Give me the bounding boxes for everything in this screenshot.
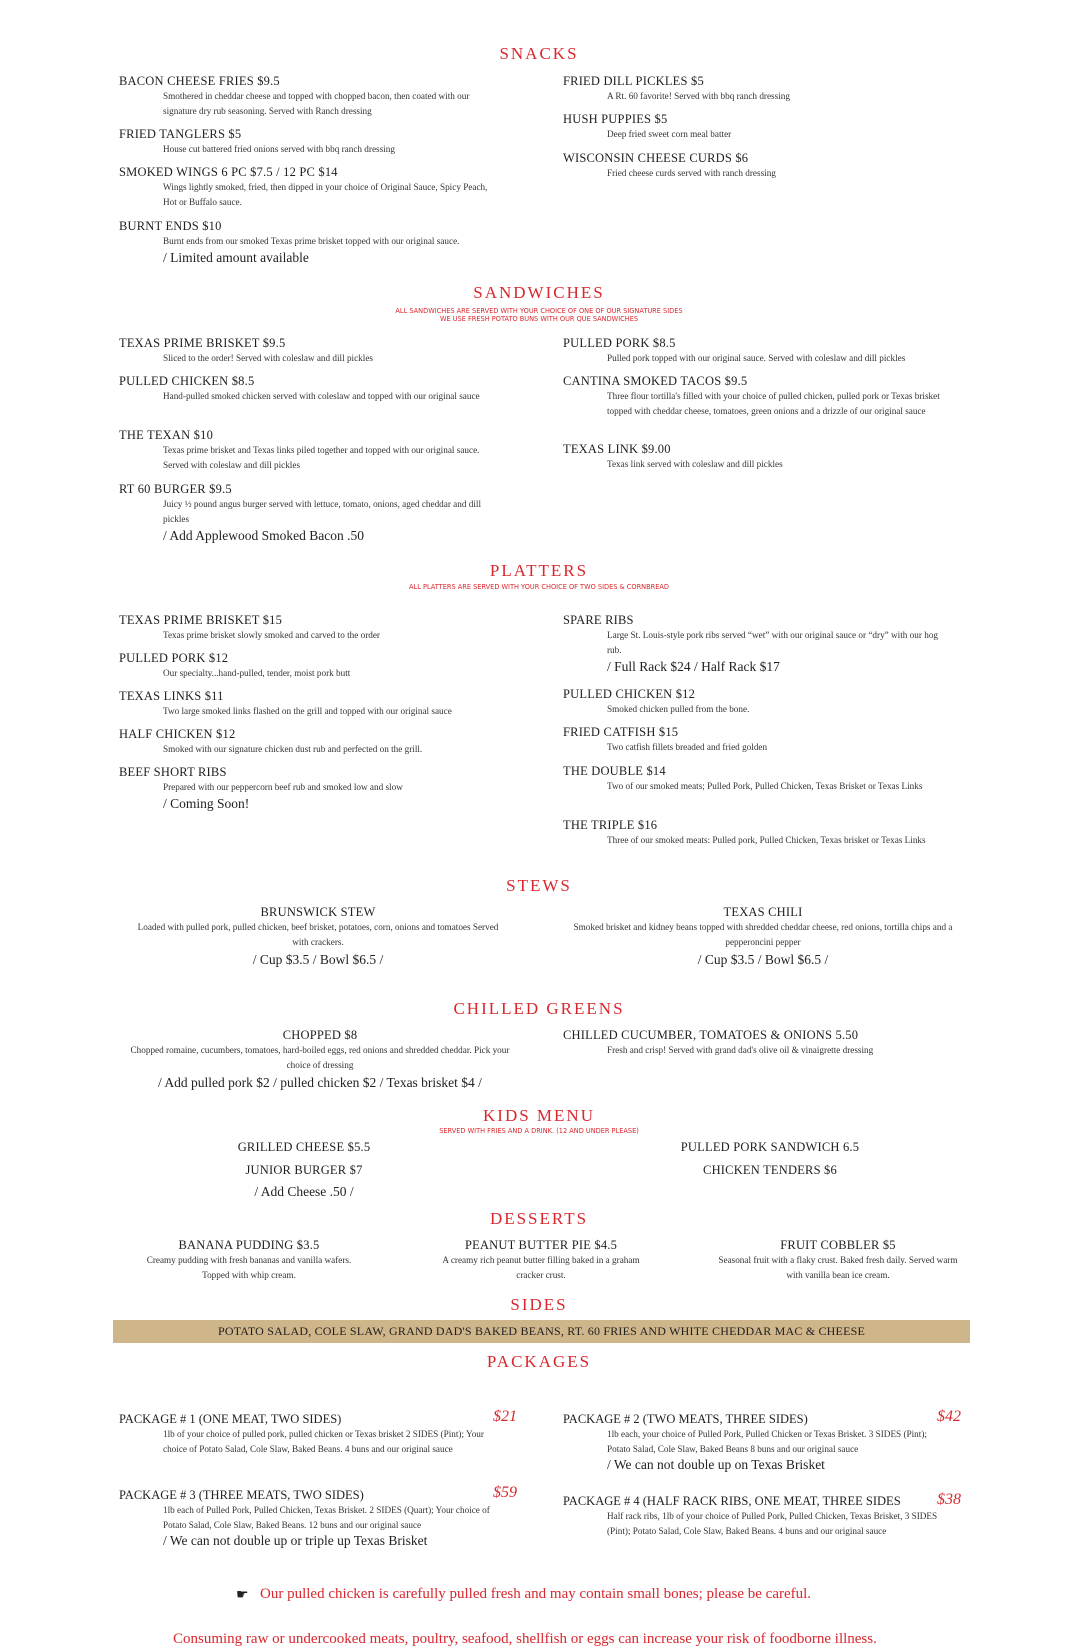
item-desc: Smoked chicken pulled from the bone.	[607, 704, 750, 714]
item-extra: / Cup $3.5 / Bowl $6.5 /	[252, 952, 384, 967]
item-desc: Smothered in cheddar cheese and topped with chopped bacon, then coated with our signature dry rub seasoning. Served with Ranch dressing	[163, 91, 470, 116]
item-name: PULLED CHICKEN $12	[563, 687, 696, 701]
item-name: SMOKED WINGS 6 PC $7.5 / 12 PC $14	[119, 165, 338, 179]
menu-item-fruit-cobbler	[718, 1238, 958, 1283]
packages-title: PACKAGES	[486, 1352, 592, 1371]
item-extra: / Add Cheese .50 /	[254, 1184, 354, 1199]
menu-item-cucumber-salad	[563, 1028, 963, 1058]
menu-item-chopped-salad	[124, 1028, 516, 1091]
kids-menu-left	[204, 1136, 404, 1200]
item-desc: Sliced to the order! Served with coleslaw and dill pickles	[163, 353, 373, 363]
item-name: CHOPPED $8	[282, 1028, 358, 1042]
menu-item-grilled-cheese: GRILLED CHEESE $5.5	[237, 1140, 371, 1154]
item-desc: Two large smoked links flashed on the grill and topped with our original sauce	[163, 706, 452, 716]
sides-list: POTATO SALAD, COLE SLAW, GRAND DAD'S BAKED BEANS, RT. 60 FRIES AND WHITE CHEDDAR MAC & CHEESE	[113, 1320, 970, 1343]
item-extra: / Add Applewood Smoked Bacon .50	[163, 528, 364, 543]
item-name: THE TEXAN $10	[119, 428, 214, 442]
kids-menu-title: KIDS MENU	[483, 1106, 595, 1125]
menu-item-spare-ribs	[563, 613, 943, 675]
foodborne-warning: Consuming raw or undercooked meats, poultry, seafood, shellfish or eggs can increase your risk of foodborne illness.	[173, 1631, 877, 1647]
chilled-greens-title: CHILLED GREENS	[453, 999, 625, 1018]
item-desc: Large St. Louis-style pork ribs served “wet” with our original sauce or “dry” with our hog rub.	[607, 630, 939, 655]
menu-item-chicken-tenders: CHICKEN TENDERS $6	[703, 1163, 837, 1177]
menu-item-pulled-pork-platter	[119, 651, 499, 681]
menu-item-rt60-burger	[119, 482, 499, 544]
package-extra: / We can not double up on Texas Brisket	[607, 1457, 825, 1472]
item-name: TEXAS LINKS $11	[119, 689, 224, 703]
package-extra: / We can not double up or triple up Texas Brisket	[163, 1533, 428, 1548]
desserts-title: DESSERTS	[489, 1209, 589, 1228]
menu-item-bacon-cheese-fries	[119, 74, 499, 119]
pointing-hand-icon: ☛	[236, 1588, 249, 1603]
item-name: RT 60 BURGER $9.5	[119, 482, 232, 496]
item-name: BANANA PUDDING $3.5	[178, 1238, 320, 1252]
menu-item-smoked-wings	[119, 165, 499, 210]
menu-item-pulled-pork-sandwich-kids: PULLED PORK SANDWICH 6.5	[680, 1140, 860, 1154]
snacks-title: SNACKS	[499, 44, 579, 63]
item-desc: Texas prime brisket slowly smoked and carved to the order	[163, 630, 380, 640]
package-desc: 1lb each, your choice of Pulled Pork, Pulled Chicken or Texas Brisket. 3 SIDES (Pint); Potato Salad, Cole Slaw, Baked Beans 8 buns and our original sauce	[607, 1429, 927, 1454]
item-desc: Hand-pulled smoked chicken served with coleslaw and topped with our original sauce	[163, 391, 480, 401]
menu-item-half-chicken-platter	[119, 727, 499, 757]
package-name: PACKAGE # 2 (TWO MEATS, THREE SIDES)	[563, 1412, 808, 1426]
item-name: BRUNSWICK STEW	[260, 905, 376, 919]
sandwiches-title: SANDWICHES	[473, 283, 605, 302]
item-desc: Burnt ends from our smoked Texas prime brisket topped with our original sauce.	[163, 236, 460, 246]
item-name: BEEF SHORT RIBS	[119, 765, 227, 779]
menu-item-pulled-chicken-platter	[563, 687, 943, 717]
menu-item-texas-prime-brisket-platter	[119, 613, 499, 643]
package-1-price: $21	[493, 1408, 517, 1425]
item-extra: / Coming Soon!	[163, 796, 250, 811]
item-name: PULLED PORK $8.5	[563, 336, 676, 350]
item-name: PULLED PORK $12	[119, 651, 229, 665]
item-desc: Smoked with our signature chicken dust rub and perfected on the grill.	[163, 744, 423, 754]
item-desc: Fresh and crisp! Served with grand dad's olive oil & vinaigrette dressing	[607, 1045, 874, 1055]
package-desc: Half rack ribs, 1lb of your choice of Pulled Pork, Pulled Chicken, Texas Brisket, 3 SIDES (Pint); Potato Salad, Cole Slaw, Baked Beans. 4 buns and our original sauce	[607, 1511, 938, 1536]
item-name: THE DOUBLE $14	[563, 764, 666, 778]
item-desc: Seasonal fruit with a flaky crust. Baked fresh daily. Served warm with vanilla bean ice cream.	[718, 1255, 958, 1280]
item-desc: A Rt. 60 favorite! Served with bbq ranch dressing	[607, 91, 790, 101]
item-name: FRUIT COBBLER $5	[780, 1238, 896, 1252]
item-name: CHILLED CUCUMBER, TOMATOES & ONIONS 5.50	[563, 1028, 859, 1042]
item-name: CANTINA SMOKED TACOS $9.5	[563, 374, 748, 388]
package-4	[563, 1494, 948, 1539]
menu-item-wisconsin-cheese-curds	[563, 151, 943, 181]
item-extra: / Cup $3.5 / Bowl $6.5 /	[697, 952, 829, 967]
menu-item-beef-short-ribs	[119, 765, 499, 812]
item-name: TEXAS PRIME BRISKET $15	[119, 613, 283, 627]
package-name: PACKAGE # 4 (HALF RACK RIBS, ONE MEAT, THREE SIDES	[563, 1494, 901, 1508]
item-name: HUSH PUPPIES $5	[563, 112, 668, 126]
item-desc: Loaded with pulled pork, pulled chicken, beef brisket, potatoes, corn, onions and tomatoes Served with crackers.	[137, 922, 499, 947]
package-desc: 1lb each of Pulled Pork, Pulled Chicken, Texas Brisket. 2 SIDES (Quart); Your choice of Potato Salad, Cole Slaw, Baked Beans. 12 buns and our original sauce	[163, 1505, 490, 1530]
package-2	[563, 1412, 948, 1473]
package-name: PACKAGE # 1 (ONE MEAT, TWO SIDES)	[119, 1412, 342, 1426]
platters-title: PLATTERS	[489, 561, 589, 580]
sandwiches-note-1: ALL SANDWICHES ARE SERVED WITH YOUR CHOICE OF ONE OF OUR SIGNATURE SIDES	[395, 307, 683, 315]
item-desc: Chopped romaine, cucumbers, tomatoes, hard-boiled eggs, red onions and shredded cheddar. Pick your choice of dressing	[130, 1045, 510, 1070]
item-name: PEANUT BUTTER PIE $4.5	[464, 1238, 618, 1252]
item-desc: A creamy rich peanut butter filling baked in a graham cracker crust.	[442, 1255, 640, 1280]
menu-item-junior-burger: JUNIOR BURGER $7	[245, 1163, 363, 1177]
menu-item-fried-catfish	[563, 725, 943, 755]
item-desc: Pulled pork topped with our original sauce. Served with coleslaw and dill pickles	[607, 353, 906, 363]
menu-item-texas-chili	[566, 905, 960, 968]
item-desc: Smoked brisket and kidney beans topped with shredded cheddar cheese, red onions, tortilla chips and a pepperoncini pepper	[573, 922, 953, 947]
platters-note: ALL PLATTERS ARE SERVED WITH YOUR CHOICE OF TWO SIDES & CORNBREAD	[409, 583, 669, 591]
item-name: THE TRIPLE $16	[563, 818, 658, 832]
menu-item-cantina-smoked-tacos	[563, 374, 943, 419]
item-name: FRIED DILL PICKLES $5	[563, 74, 704, 88]
kids-menu-note: SERVED WITH FRIES AND A DRINK. (12 AND UNDER PLEASE)	[439, 1127, 639, 1135]
menu-item-the-triple	[563, 818, 943, 848]
item-desc: Wings lightly smoked, fried, then dipped in your choice of Original Sauce, Spicy Peach, Hot or Buffalo sauce.	[163, 182, 488, 207]
menu-item-the-texan	[119, 428, 499, 473]
menu-item-pulled-pork-sandwich	[563, 336, 943, 366]
item-desc: Two of our smoked meats; Pulled Pork, Pulled Chicken, Texas Brisket or Texas Links	[607, 781, 923, 791]
item-name: BACON CHEESE FRIES $9.5	[119, 74, 280, 88]
menu-item-fried-tanglers	[119, 127, 499, 157]
pulled-chicken-note: Our pulled chicken is carefully pulled fresh and may contain small bones; please be careful.	[260, 1586, 812, 1602]
menu-item-fried-dill-pickles	[563, 74, 943, 104]
item-name: TEXAS CHILI	[723, 905, 803, 919]
item-name: PULLED CHICKEN $8.5	[119, 374, 255, 388]
item-extra: / Full Rack $24 / Half Rack $17	[607, 659, 780, 674]
item-desc: Fried cheese curds served with ranch dressing	[607, 168, 776, 178]
menu-item-brunswick-stew	[132, 905, 504, 968]
item-desc: Prepared with our peppercorn beef rub and smoked low and slow	[163, 782, 403, 792]
sandwiches-note-2: WE USE FRESH POTATO BUNS WITH OUR QUE SANDWICHES	[439, 315, 639, 323]
item-name: WISCONSIN CHEESE CURDS $6	[563, 151, 749, 165]
package-2-price: $42	[937, 1408, 961, 1425]
sides-title: SIDES	[510, 1295, 568, 1314]
item-desc: Three flour tortilla's filled with your choice of pulled chicken, pulled pork or Texas brisket topped with cheddar cheese, tomatoes, green onions and a drizzle of our original sauce	[607, 391, 940, 416]
menu-item-texas-prime-brisket-sandwich	[119, 336, 499, 366]
menu-item-banana-pudding	[132, 1238, 366, 1283]
item-desc: Juicy ½ pound angus burger served with lettuce, tomato, onions, aged cheddar and dill pickles	[163, 499, 482, 524]
menu-item-hush-puppies	[563, 112, 943, 142]
package-3-price: $59	[493, 1484, 517, 1501]
item-name: TEXAS LINK $9.00	[563, 442, 671, 456]
item-desc: Three of our smoked meats: Pulled pork, Pulled Chicken, Texas brisket or Texas Links	[607, 835, 926, 845]
item-name: FRIED TANGLERS $5	[119, 127, 242, 141]
package-4-price: $38	[937, 1491, 961, 1508]
kids-menu-right	[660, 1136, 880, 1182]
item-name: SPARE RIBS	[563, 613, 634, 627]
menu-item-peanut-butter-pie	[430, 1238, 652, 1283]
item-desc: House cut battered fried onions served with bbq ranch dressing	[163, 144, 395, 154]
item-name: HALF CHICKEN $12	[119, 727, 236, 741]
package-3	[119, 1488, 499, 1549]
item-extra: / Limited amount available	[163, 250, 309, 265]
item-name: FRIED CATFISH $15	[563, 725, 679, 739]
package-1	[119, 1412, 499, 1457]
package-desc: 1lb of your choice of pulled pork, pulled chicken or Texas brisket 2 SIDES (Pint); Your choice of Potato Salad, Cole Slaw, Baked Beans. 4 buns and our original sauce	[163, 1429, 484, 1454]
item-desc: Texas prime brisket and Texas links piled together and topped with our original sauce. Served with coleslaw and dill pickles	[163, 445, 480, 470]
item-name: TEXAS PRIME BRISKET $9.5	[119, 336, 286, 350]
item-extra: / Add pulled pork $2 / pulled chicken $2 / Texas brisket $4 /	[158, 1075, 482, 1090]
item-desc: Deep fried sweet corn meal batter	[607, 129, 732, 139]
item-name: BURNT ENDS $10	[119, 219, 222, 233]
menu-item-burnt-ends	[119, 219, 499, 266]
item-desc: Texas link served with coleslaw and dill pickles	[607, 459, 783, 469]
menu-item-texas-links-platter	[119, 689, 499, 719]
menu-item-pulled-chicken-sandwich	[119, 374, 499, 404]
item-desc: Creamy pudding with fresh bananas and vanilla wafers. Topped with whip cream.	[146, 1255, 352, 1280]
item-desc: Our specialty...hand-pulled, tender, moist pork butt	[163, 668, 351, 678]
item-desc: Two catfish fillets breaded and fried golden	[607, 742, 768, 752]
stews-title: STEWS	[506, 876, 572, 895]
menu-item-texas-link	[563, 442, 943, 472]
menu-item-the-double	[563, 764, 943, 794]
package-name: PACKAGE # 3 (THREE MEATS, TWO SIDES)	[119, 1488, 364, 1502]
